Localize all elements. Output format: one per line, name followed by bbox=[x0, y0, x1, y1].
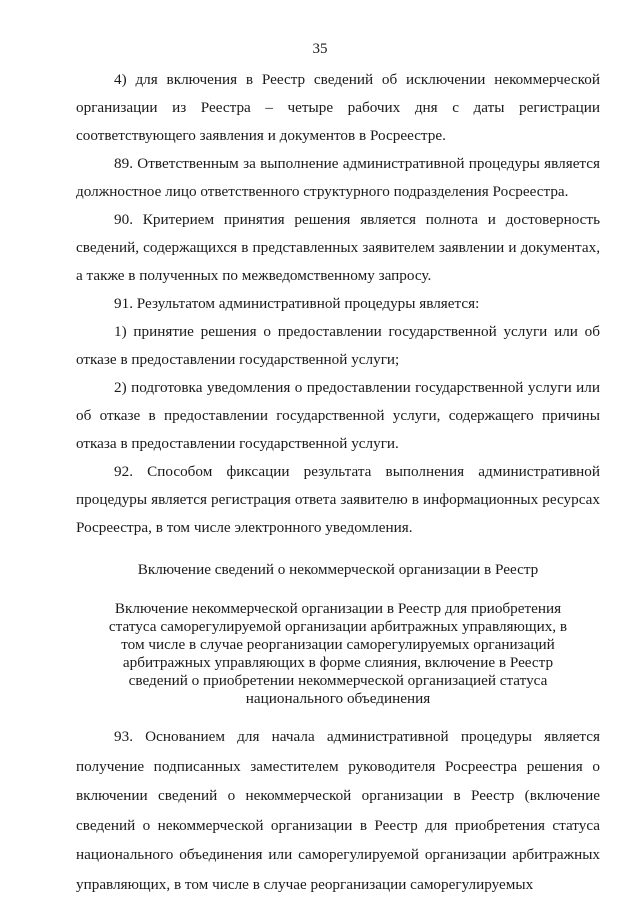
paragraph-4: 4) для включения в Реестр сведений об исключении некоммерческой организации из Реестра – четыре рабочих дня с даты регистрации соответствующего заявления и документов в Росреестре. bbox=[76, 71, 600, 144]
paragraph-89: 89. Ответственным за выполнение административной процедуры является должностное лицо ответственного структурного подразделения Росреестра. bbox=[76, 155, 600, 200]
paragraph-91-item-2: 2) подготовка уведомления о предоставлении государственной услуги или об отказе в предоставлении государственной услуги, содержащего причины отказа в предоставлении государственной услуги. bbox=[76, 379, 600, 452]
section-title: Включение сведений о некоммерческой организации в Реестр bbox=[137, 561, 539, 578]
document-body bbox=[76, 66, 600, 899]
paragraph-93: 93. Основанием для начала административной процедуры является получение подписанных заместителем руководителя Росреестра решения о включении сведений о некоммерческой организации в Реестр (включение сведений о некоммерческой организации в Реестр для приобретения статуса национального объединения или саморегулируемой организации арбитражных управляющих, в том числе в случае реорганизации саморегулируемых bbox=[76, 728, 600, 893]
paragraph-90: 90. Критерием принятия решения является полнота и достоверность сведений, содержащихся в представленных заявителем заявлении и документах, а также в полученных по межведомственному запросу. bbox=[76, 211, 600, 284]
page-number: 35 bbox=[312, 41, 328, 57]
paragraph-91: 91. Результатом административной процедуры является: bbox=[114, 295, 480, 312]
subsection-title: Включение некоммерческой организации в Реестр для приобретения статуса саморегулируемой организации арбитражных управляющих, в том числе в случае реорганизации саморегулируемых организаций арбитражных управляющих в форме слияния, включение в Реестр сведений о приобретении некоммерческой организацией статуса национального объединения bbox=[108, 600, 568, 707]
paragraph-91-item-1: 1) принятие решения о предоставлении государственной услуги или об отказе в предоставлении государственной услуги; bbox=[76, 323, 600, 368]
paragraph-92: 92. Способом фиксации результата выполнения административной процедуры является регистрация ответа заявителю в информационных ресурсах Росреестра, в том числе электронного уведомления. bbox=[76, 463, 600, 536]
